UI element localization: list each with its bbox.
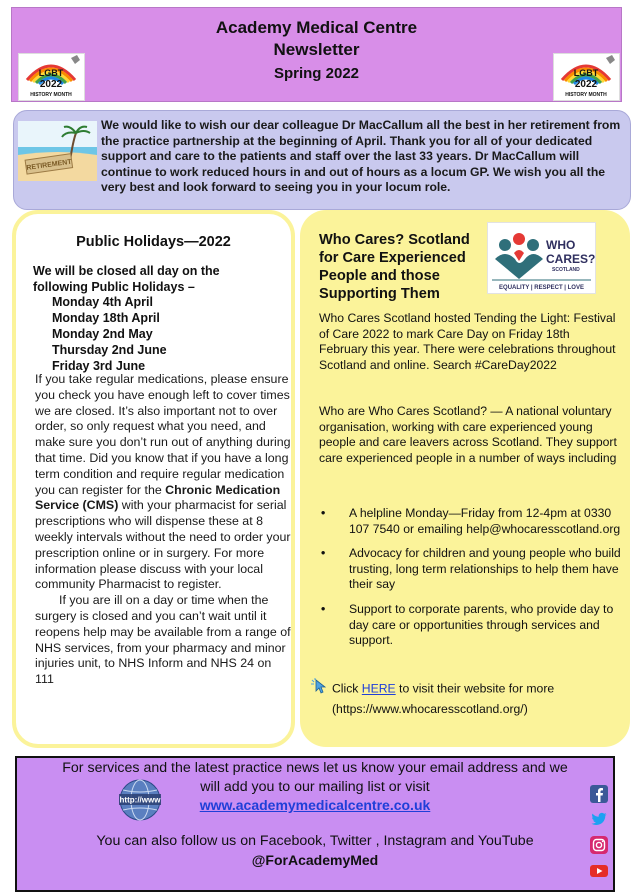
logo-tagline: EQUALITY | RESPECT | LOVE xyxy=(499,285,584,291)
corporate-parents-item: Support to corporate parents, who provide day to day care or opportunities through services and support. xyxy=(349,601,614,648)
header-title: Academy Medical Centre xyxy=(215,18,418,37)
retirement-sign-text: RETIREMENT xyxy=(26,158,73,172)
bullet: • xyxy=(321,601,326,616)
retirement-message: We would like to wish our dear colleague Dr MacCallum all the best in her retirement from the practice partnership at the beginning of April. Thank you for all of your dedicated support and care to the patients and staff over the last 33 years. Dr MacCallum will continue to work reduced hours in and out of hours as a locum GP. We wish you all the very best and look forward to seeing you in your locum role. xyxy=(101,118,621,195)
click-text: Click xyxy=(332,681,362,696)
newsletter-header xyxy=(11,7,622,102)
logo-text-lgbt: LGBT xyxy=(38,68,64,78)
logo-cares-text: CARES? xyxy=(546,252,595,266)
list-item xyxy=(319,506,624,537)
logo-who-text: WHO xyxy=(546,238,576,252)
lgbt-history-month-logo-right xyxy=(553,53,620,101)
practice-website-link[interactable]: www.academymedicalcentre.co.uk xyxy=(199,797,431,813)
logo-scotland-text: SCOTLAND xyxy=(552,267,580,273)
header-subtitle: Newsletter xyxy=(273,40,360,59)
medication-text-cont: with your pharmacist for serial prescriptions who will dispense these at 8 weekly intervals without the need to order your prescription online or in surgery. For more information please discuss with your local community Pharmacist to register. xyxy=(35,498,291,592)
bullet: • xyxy=(321,506,326,520)
list-item xyxy=(319,602,624,649)
who-cares-url: (https://www.whocaresscotland.org/) xyxy=(332,702,528,716)
holiday-date: Monday 4th April xyxy=(52,295,153,309)
holiday-date: Monday 18th April xyxy=(52,311,160,325)
instagram-icon[interactable] xyxy=(590,836,608,854)
cms-service-name: Chronic Medication Service (CMS) xyxy=(35,482,281,513)
medication-advice xyxy=(35,372,293,688)
public-holidays-panel xyxy=(12,210,295,748)
website-prompt xyxy=(310,678,620,718)
facebook-icon[interactable] xyxy=(590,785,608,803)
holiday-date: Friday 3rd June xyxy=(52,359,146,373)
pointer-cursor-icon xyxy=(310,678,328,701)
logo-text-sub: HISTORY MONTH xyxy=(30,92,72,98)
footer-mailing-text-2: will add you to our mailing list or visit xyxy=(200,779,430,795)
logo-text-year: 2022 xyxy=(39,79,63,90)
footer-mailing-text: For services and the latest practice news let us know your email address and we xyxy=(62,760,568,776)
who-cares-title: Who Cares? Scotland for Care Experienced People and those Supporting Them xyxy=(319,232,470,302)
public-holidays-title: Public Holidays—2022 xyxy=(76,234,231,250)
out-of-hours-paragraph: If you are ill on a day or time when the surgery is closed and you can’t wait until it reopens help may be available from a range of NHS services, from your pharmacy and minor injuries unit, to NHS Inform and NHS 24 on 111 xyxy=(35,593,291,687)
logo-text-sub: HISTORY MONTH xyxy=(565,92,607,98)
twitter-icon[interactable] xyxy=(590,810,608,828)
bullet: • xyxy=(321,546,326,561)
holiday-dates-list xyxy=(52,294,167,374)
header-season: Spring 2022 xyxy=(273,65,360,82)
public-holidays-intro: We will be closed all day on the following Public Holidays – xyxy=(33,264,220,294)
globe-text: http://www xyxy=(119,795,161,805)
support-list xyxy=(319,506,624,658)
retirement-beach-image xyxy=(18,121,97,181)
social-handle: @ForAcademyMed xyxy=(251,852,379,868)
who-cares-scotland-logo xyxy=(487,222,596,294)
who-cares-website-link[interactable]: HERE xyxy=(361,681,396,696)
holiday-date: Thursday 2nd June xyxy=(52,343,167,357)
lgbt-history-month-logo-left xyxy=(18,53,85,101)
click-text-cont: to visit their website for more xyxy=(395,681,555,696)
youtube-icon[interactable] xyxy=(590,862,608,880)
list-item xyxy=(319,546,624,593)
medication-text: If you take regular medications, please ensure you check you have enough left to cover times we are closed. It’s also important not to over order, so only request what you need, and make sure you don’t run out of anything during that time. Did you know that if you have a long term condition and require regular medication you can register for the xyxy=(35,372,291,497)
holiday-date: Monday 2nd May xyxy=(52,327,153,341)
logo-text-year: 2022 xyxy=(574,79,598,90)
who-are-paragraph: Who are Who Cares Scotland? — A national voluntary organisation, working with care experienced young people and care leavers across Scotland. They support care experienced people in a number of ways including xyxy=(319,404,617,465)
retirement-banner xyxy=(13,110,631,210)
who-cares-scotland-panel xyxy=(300,210,630,747)
contact-footer xyxy=(15,756,615,892)
care-day-paragraph: Who Cares Scotland hosted Tending the Light: Festival of Care 2022 to mark Care Day on Friday 18th February this year. There were celebrations throughout Scotland and online. Search #CareDay2022 xyxy=(319,311,616,372)
globe-www-icon xyxy=(116,778,164,822)
advocacy-item: Advocacy for children and young people who build trusting, long term relationships to help them have their say xyxy=(349,546,621,592)
logo-text-lgbt: LGBT xyxy=(573,68,599,78)
medication-paragraph xyxy=(35,372,293,593)
helpline-item: A helpline Monday—Friday from 12-4pm at 0330 107 7540 or emailing help@whocaresscotland.org xyxy=(349,506,621,536)
footer-social-text: You can also follow us on Facebook, Twitter , Instagram and YouTube xyxy=(96,833,534,849)
